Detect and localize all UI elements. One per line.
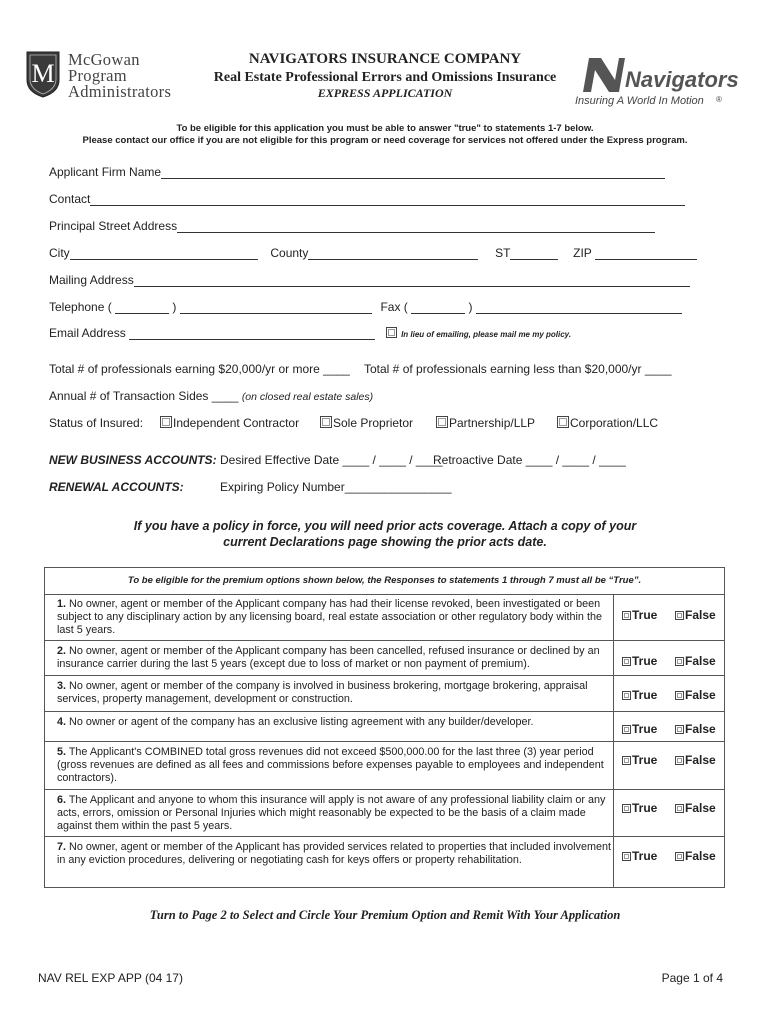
answer-cell	[613, 790, 725, 836]
checkbox[interactable]	[436, 416, 448, 428]
checkbox[interactable]	[622, 657, 631, 666]
county-label: County	[270, 246, 309, 260]
true-label: True	[632, 722, 658, 736]
false-label: False	[685, 654, 716, 668]
checkbox[interactable]	[675, 725, 684, 734]
true-option[interactable]	[622, 654, 657, 668]
express-subtitle: EXPRESS APPLICATION	[317, 86, 453, 100]
statement-number: 1.	[57, 598, 67, 610]
false-label: False	[685, 722, 716, 736]
checkbox[interactable]	[675, 804, 684, 813]
page-number: Page 1 of 4	[661, 971, 723, 985]
fax-field[interactable]	[476, 301, 682, 314]
telephone-paren: )	[172, 300, 177, 314]
false-option[interactable]	[675, 753, 716, 767]
navigators-brand: Navigators	[625, 67, 739, 92]
true-option[interactable]	[622, 849, 657, 863]
navigators-logo	[575, 54, 739, 107]
false-label: False	[685, 608, 716, 622]
street-label: Principal Street Address	[49, 219, 178, 233]
checkbox[interactable]	[675, 691, 684, 700]
checkbox[interactable]	[675, 657, 684, 666]
pros-under-text: Total # of professionals earning less than $20,000/yr ____	[364, 362, 672, 376]
false-option[interactable]	[675, 654, 716, 668]
contact-row	[49, 192, 685, 206]
checkbox[interactable]	[320, 416, 332, 428]
status-option-partnership[interactable]	[436, 416, 535, 430]
statement-row	[45, 676, 724, 712]
statement-text-wrap	[57, 598, 613, 637]
status-option-label: Sole Proprietor	[333, 416, 414, 430]
status-option-label: Independent Contractor	[173, 416, 300, 430]
mail-policy-checkbox[interactable]	[386, 327, 397, 338]
statement-text: No owner, agent or member of the Applicant company has had their license revoked, been investigated or been subject to any disciplinary action by any licensing board, real estate association or other regulatory body within the last 5 years.	[57, 598, 602, 636]
city-field[interactable]	[70, 247, 258, 260]
renewal-label: RENEWAL ACCOUNTS:	[49, 480, 184, 494]
form-id: NAV REL EXP APP (04 17)	[38, 971, 183, 985]
street-field[interactable]	[177, 220, 655, 233]
statement-text-wrap	[57, 841, 613, 867]
mcgowan-shield-logo	[25, 50, 61, 98]
statement-row	[45, 594, 724, 641]
statement-text: The Applicant's COMBINED total gross revenues did not exceed $500,000.00 for the last three (3) year period (gross revenues are defined as all fees and commissions before expenses payable to employees and independent contractors).	[57, 746, 604, 784]
checkbox[interactable]	[675, 611, 684, 620]
false-label: False	[685, 688, 716, 702]
statement-text: No owner, agent or member of the Applicant has provided services related to properties that included involvement in any eviction procedures, delivering or negotiating cash for keys offers or property rehabilitation.	[57, 841, 611, 866]
pros-over-text: Total # of professionals earning $20,000/yr or more ____	[49, 362, 350, 376]
state-field[interactable]	[510, 247, 558, 260]
new-business-label: NEW BUSINESS ACCOUNTS:	[49, 453, 217, 467]
statement-row	[45, 742, 724, 790]
true-label: True	[632, 654, 658, 668]
sides-label: Annual # of Transaction Sides ____	[49, 389, 239, 403]
effective-date-text[interactable]: Desired Effective Date ____ / ____ / ____	[220, 453, 443, 467]
statement-number: 6.	[57, 794, 67, 806]
zip-label: ZIP	[573, 246, 592, 260]
status-option-independent[interactable]	[160, 416, 299, 430]
email-field[interactable]	[129, 327, 375, 340]
answer-cell	[613, 837, 725, 887]
email-row	[49, 326, 571, 340]
false-label: False	[685, 753, 716, 767]
telephone-label: Telephone (	[49, 300, 112, 314]
city-row	[49, 246, 697, 260]
answer-cell	[613, 676, 725, 711]
navigators-n-mark	[583, 58, 625, 92]
fax-area-field[interactable]	[411, 301, 465, 314]
statement-row	[45, 641, 724, 676]
checkbox[interactable]	[622, 804, 631, 813]
firm-name-label: Applicant Firm Name	[49, 165, 162, 179]
checkbox[interactable]	[622, 725, 631, 734]
eligibility-line-2: Please contact our office if you are not eligible for this program or need coverage for services not offered under the Express program.	[82, 135, 688, 146]
phone-row	[49, 300, 682, 314]
statement-text-wrap	[57, 746, 613, 785]
checkbox[interactable]	[675, 852, 684, 861]
footer-instruction: Turn to Page 2 to Select and Circle Your Premium Option and Remit With Your Application	[149, 908, 621, 922]
false-label: False	[685, 849, 716, 863]
eligibility-line-1: To be eligible for this application you must be able to answer "true" to statements 1-7 below.	[176, 123, 594, 134]
true-label: True	[632, 801, 658, 815]
statement-text: The Applicant and anyone to whom this insurance will apply is not aware of any professional liability claim or any acts, errors, omission or Personal Injuries which might reasonably be expected to be the basis of a claim made against them within the past 5 years.	[57, 794, 606, 832]
wordmark-line: McGowan	[68, 50, 140, 69]
prior-acts-line-1: If you have a policy in force, you will need prior acts coverage. Attach a copy of your	[133, 519, 637, 533]
statement-row	[45, 712, 724, 742]
true-label: True	[632, 608, 658, 622]
false-option[interactable]	[675, 608, 716, 622]
true-option[interactable]	[622, 753, 657, 767]
statement-text: No owner, agent or member of the Applicant company has been cancelled, refused insurance or declined by an insurance carrier during the last 5 years (except due to loss of market or non payment of premium).	[57, 645, 600, 670]
statement-row	[45, 837, 724, 887]
mail-policy-note: In lieu of emailing, please mail me my policy.	[401, 330, 572, 339]
product-title: Real Estate Professional Errors and Omissions Insurance	[213, 70, 557, 85]
statement-number: 4.	[57, 716, 67, 728]
checkbox[interactable]	[160, 416, 172, 428]
statement-number: 3.	[57, 680, 67, 692]
true-option[interactable]	[622, 688, 657, 702]
true-option[interactable]	[622, 801, 657, 815]
area-code-field[interactable]	[115, 301, 169, 314]
city-label: City	[49, 246, 70, 260]
sides-row	[49, 389, 373, 403]
expiring-policy-text[interactable]: Expiring Policy Number________________	[220, 480, 452, 494]
checkbox[interactable]	[622, 756, 631, 765]
contact-field[interactable]	[90, 193, 685, 206]
wordmark-line: Program	[68, 66, 127, 85]
mailing-field[interactable]	[134, 274, 690, 287]
street-row	[49, 219, 655, 233]
true-label: True	[632, 688, 658, 702]
checkbox[interactable]	[622, 611, 631, 620]
true-label: True	[632, 753, 658, 767]
navigators-tagline: Insuring A World In Motion	[575, 95, 704, 107]
registered-mark: ®	[716, 95, 722, 104]
statement-row	[45, 790, 724, 837]
county-field[interactable]	[308, 247, 478, 260]
monogram-letter: M	[31, 59, 55, 88]
fax-label: Fax (	[380, 300, 408, 314]
mailing-row	[49, 273, 690, 287]
false-option[interactable]	[675, 801, 716, 815]
mailing-label: Mailing Address	[49, 273, 134, 287]
checkbox[interactable]	[557, 416, 569, 428]
false-option[interactable]	[675, 849, 716, 863]
company-title: NAVIGATORS INSURANCE COMPANY	[248, 51, 522, 67]
statements-header: To be eligible for the premium options shown below, the Responses to statements 1 through 7 must all be “True”.	[45, 568, 724, 595]
true-label: True	[632, 849, 658, 863]
status-option-label: Partnership/LLP	[449, 416, 536, 430]
statement-text-wrap	[57, 794, 613, 833]
status-option-corporation[interactable]	[557, 416, 658, 430]
retro-date-text[interactable]: Retroactive Date ____ / ____ / ____	[433, 453, 626, 467]
state-label: ST	[495, 246, 511, 260]
mcgowan-wordmark	[68, 52, 171, 100]
checkbox[interactable]	[622, 852, 631, 861]
statement-text-wrap	[57, 645, 613, 671]
checkbox[interactable]	[675, 756, 684, 765]
contact-label: Contact	[49, 192, 91, 206]
wordmark-line: Administrators	[68, 82, 172, 101]
statement-number: 5.	[57, 746, 67, 758]
status-label: Status of Insured:	[49, 416, 144, 430]
answer-cell	[613, 712, 725, 741]
true-option[interactable]	[622, 608, 657, 622]
statement-text-wrap	[57, 716, 613, 729]
status-option-label: Corporation/LLC	[570, 416, 659, 430]
zip-field[interactable]	[595, 247, 697, 260]
statement-text: No owner, agent or member of the company is involved in business brokering, mortgage brokering, appraisal services, property management, development or construction.	[57, 680, 588, 705]
statement-text: No owner or agent of the company has an exclusive listing agreement with any builder/developer.	[69, 716, 534, 728]
statement-text-wrap	[57, 680, 613, 706]
prior-acts-line-2: current Declarations page showing the prior acts date.	[223, 535, 547, 549]
sides-note: (on closed real estate sales)	[241, 391, 374, 403]
false-option[interactable]	[675, 722, 716, 736]
statement-number: 2.	[57, 645, 67, 657]
firm-name-field[interactable]	[161, 166, 665, 179]
answer-cell	[613, 594, 725, 640]
telephone-field[interactable]	[180, 301, 372, 314]
fax-paren: )	[468, 300, 473, 314]
status-option-sole[interactable]	[320, 416, 413, 430]
answer-cell	[613, 742, 725, 789]
false-option[interactable]	[675, 688, 716, 702]
statement-number: 7.	[57, 841, 67, 853]
email-label: Email Address	[49, 326, 126, 340]
answer-cell	[613, 641, 725, 675]
true-option[interactable]	[622, 722, 657, 736]
firm-name-row	[49, 165, 665, 179]
statements-table	[44, 567, 725, 888]
checkbox[interactable]	[622, 691, 631, 700]
false-label: False	[685, 801, 716, 815]
